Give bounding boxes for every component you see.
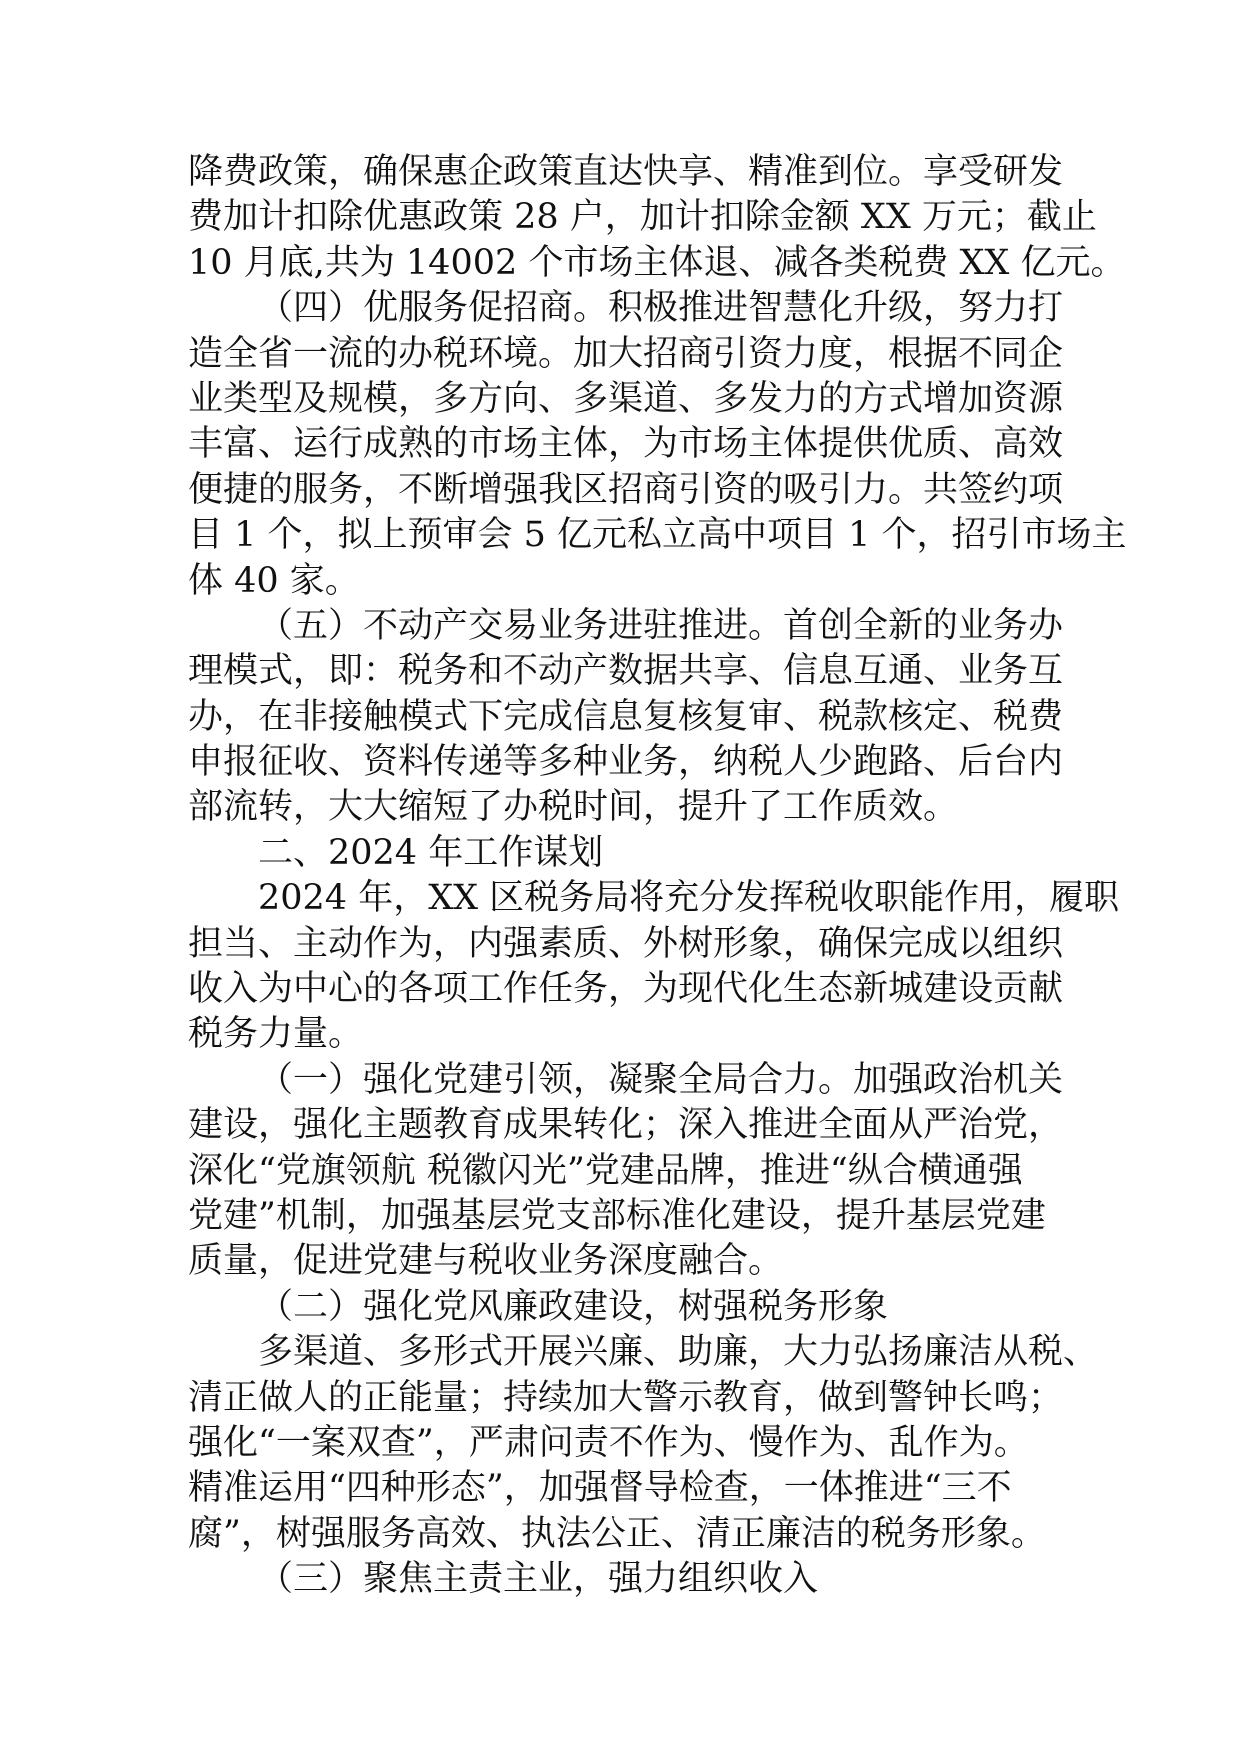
text-line: 降费政策，确保惠企政策直达快享、精准到位。享受研发	[188, 152, 1064, 192]
text-line: （一）强化党建引领，凝聚全局合力。加强政治机关	[258, 1059, 1064, 1100]
text-line: 办，在非接触模式下完成信息复核复审、税款核定、税费	[188, 696, 1064, 737]
text-line: 丰富、运行成熟的市场主体，为市场主体提供优质、高效	[188, 424, 1064, 465]
text-line: 目 1 个，拟上预审会 5 亿元私立高中项目 1 个，招引市场主	[188, 515, 1127, 556]
text-line: （三）聚焦主责主业，强力组织收入	[258, 1559, 819, 1600]
text-line: （四）优服务促招商。积极推进智慧化升级，努力打	[258, 288, 1064, 329]
text-line: 税务力量。	[188, 1014, 364, 1055]
document-body	[188, 150, 1127, 1603]
text-line: 担当、主动作为，内强素质、外树形象，确保完成以组织	[188, 923, 1064, 964]
text-line: 多渠道、多形式开展兴廉、助廉，大力弘扬廉洁从税、	[258, 1332, 1099, 1373]
text-line: 理模式，即：税务和不动产数据共享、信息互通、业务互	[188, 651, 1064, 692]
text-line: 二、2024 年工作谋划	[258, 832, 604, 873]
text-line: 强化“一案双查”，严肃问责不作为、慢作为、乱作为。	[188, 1422, 1029, 1463]
text-line: 业类型及规模，多方向、多渠道、多发力的方式增加资源	[188, 378, 1064, 419]
text-line: （五）不动产交易业务进驻推进。首创全新的业务办	[258, 605, 1064, 646]
text-line: 质量，促进党建与税收业务深度融合。	[188, 1241, 784, 1282]
text-line: 申报征收、资料传递等多种业务，纳税人少跑路、后台内	[188, 742, 1064, 783]
text-line: 费加计扣除优惠政策 28 户，加计扣除金额 XX 万元；截止	[188, 197, 1097, 238]
text-line: 建设，强化主题教育成果转化；深入推进全面从严治党，	[188, 1105, 1064, 1146]
text-line: 党建”机制，加强基层党支部标准化建设，提升基层党建	[188, 1195, 1046, 1236]
text-line: 深化“党旗领航 税徽闪光”党建品牌，推进“纵合横通强	[188, 1150, 1023, 1191]
text-line: 10 月底,共为 14002 个市场主体退、减各类税费 XX 亿元。	[188, 242, 1126, 283]
text-line: 部流转，大大缩短了办税时间，提升了工作质效。	[188, 787, 959, 828]
text-line: 2024 年，XX 区税务局将充分发挥税收职能作用，履职	[258, 878, 1120, 919]
text-line: 精准运用“四种形态”，加强督导检查，一体推进“三不	[188, 1468, 1012, 1509]
text-line: 清正做人的正能量；持续加大警示教育，做到警钟长鸣；	[188, 1377, 1064, 1418]
text-line: 体 40 家。	[188, 560, 360, 601]
text-line: （二）强化党风廉政建设，树强税务形象	[258, 1286, 889, 1327]
text-line: 造全省一流的办税环境。加大招商引资力度，根据不同企	[188, 333, 1064, 374]
text-line: 腐”，树强服务高效、执法公正、清正廉洁的税务形象。	[188, 1513, 1046, 1554]
text-line: 便捷的服务，不断增强我区招商引资的吸引力。共签约项	[188, 469, 1064, 510]
text-line: 收入为中心的各项工作任务，为现代化生态新城建设贡献	[188, 969, 1064, 1010]
